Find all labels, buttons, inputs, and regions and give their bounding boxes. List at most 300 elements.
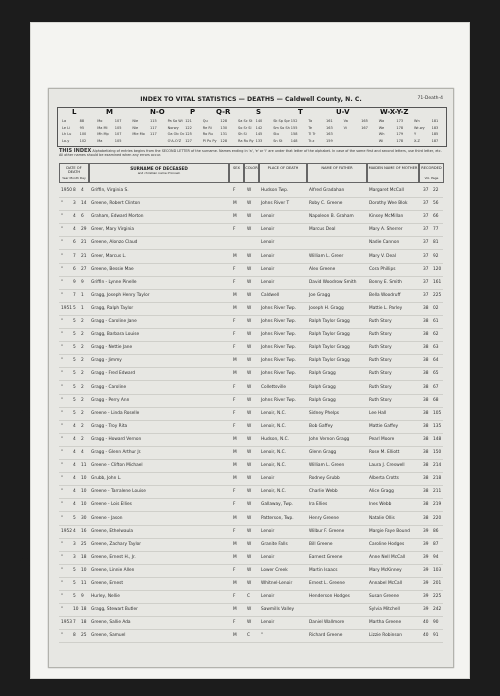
- table-row: [59, 578, 443, 591]
- cell-place: Lenoir: [261, 240, 275, 246]
- cell-place: Lenoir, N.C.: [261, 463, 286, 469]
- cell-page: 62: [433, 332, 439, 338]
- cell-year: ": [61, 201, 63, 207]
- cell-father: Ralph Taylor Gragg: [309, 332, 350, 338]
- table-row: [59, 329, 443, 342]
- cell-day: 2: [81, 332, 84, 338]
- cell-color: W: [247, 201, 252, 207]
- cell-place: Lenoir: [261, 554, 275, 560]
- cell-day: 30: [81, 515, 87, 521]
- cell-father: Earnest Greene: [309, 554, 343, 560]
- cell-day: 25: [81, 541, 87, 547]
- cell-father: Sidney Phelps: [309, 410, 340, 416]
- cell-sex: F: [233, 332, 236, 338]
- cell-month: 5: [73, 594, 76, 600]
- cell-day: 2: [81, 371, 84, 377]
- cell-year: ": [61, 227, 63, 233]
- cell-color: W: [247, 489, 252, 495]
- cell-page: 61: [433, 319, 439, 324]
- cell-name: Greene, Samuel: [91, 633, 126, 639]
- cell-place: Lenoir: [261, 214, 275, 220]
- cell-year: 1951: [61, 305, 72, 311]
- table-row: [59, 251, 443, 264]
- cell-sex: M: [233, 214, 237, 220]
- cell-year: ": [61, 332, 63, 338]
- cell-sex: M: [233, 450, 237, 455]
- cell-year: ": [61, 541, 63, 547]
- cell-vol: 38: [423, 384, 429, 390]
- cell-father: Ernest L. Greene: [309, 581, 345, 586]
- cell-day: 18: [81, 607, 87, 613]
- cell-father: Marcus Deal: [309, 227, 336, 233]
- cell-vol: 37: [423, 292, 429, 298]
- cell-name: Greene - Clifton Michael: [91, 463, 143, 469]
- cell-page: 02: [433, 305, 439, 311]
- cell-month: 4: [73, 436, 76, 442]
- cell-color: W: [247, 345, 252, 351]
- cell-page: 225: [433, 292, 442, 298]
- table-row: [59, 316, 443, 329]
- index-sheet: [48, 88, 454, 668]
- cell-color: W: [247, 371, 252, 377]
- code-row: [58, 139, 446, 146]
- table-row: [59, 617, 443, 630]
- cell-month: 5: [73, 332, 76, 338]
- table-row: [59, 211, 443, 224]
- cell-month: 7: [73, 253, 76, 259]
- cell-year: ": [61, 476, 63, 482]
- cell-name: Gragg - Howard Vernon: [91, 436, 142, 442]
- cell-page: 64: [433, 358, 439, 364]
- cell-father: Napoleon B. Graham: [309, 214, 354, 220]
- table-row: [59, 604, 443, 617]
- code-cell: 102: [79, 138, 87, 143]
- binder-holes: [20, 110, 34, 570]
- cell-father: Ralph Taylor Gragg: [309, 319, 350, 324]
- cell-page: 225: [433, 594, 442, 600]
- alphabet-letter: T: [298, 108, 303, 116]
- cell-month: 10: [73, 607, 79, 613]
- cell-father: Wilbur F. Greene: [309, 528, 345, 534]
- cell-sex: F: [233, 489, 236, 495]
- code-cell: 95: [79, 125, 85, 130]
- cell-place: Hudson Twp.: [261, 188, 289, 193]
- alphabet-letter: W-X-Y-Z: [380, 108, 409, 116]
- cell-color: C: [247, 594, 251, 600]
- table-row: [59, 486, 443, 499]
- cell-month: 7: [73, 292, 76, 298]
- cell-color: W: [247, 476, 252, 482]
- code-cell: Ma Mi: [97, 125, 108, 130]
- cell-day: 2: [81, 397, 84, 403]
- cell-name: Greene, Ethelwaula: [91, 528, 134, 534]
- cell-mother: Natalie Ollis: [369, 515, 395, 521]
- cell-vol: 38: [423, 423, 429, 429]
- cell-mother: Ruth Story: [369, 345, 392, 351]
- cell-page: 120: [433, 266, 442, 272]
- cell-sex: F: [233, 594, 236, 600]
- cell-day: 21: [81, 253, 87, 259]
- cell-place: Lenoir, N.C.: [261, 410, 286, 416]
- cell-year: ": [61, 358, 63, 364]
- cell-father: Alfred Gradahan: [309, 188, 345, 193]
- code-cell: 115: [150, 119, 157, 123]
- cell-color: W: [247, 541, 252, 547]
- code-cell: Mie Mo: [132, 132, 145, 136]
- cell-month: 4: [73, 528, 76, 534]
- cell-father: Ira Ellies: [309, 502, 328, 508]
- cell-year: ": [61, 489, 63, 495]
- table-row: [59, 185, 443, 198]
- cell-page: 214: [433, 463, 442, 469]
- cell-father: Ralph Taylor Gragg: [309, 358, 350, 364]
- cell-mother: Ruth Story: [369, 384, 392, 390]
- cell-father: Bob Gaffey: [309, 423, 333, 429]
- cell-vol: 38: [423, 476, 429, 482]
- cell-father: John Vernon Gragg: [309, 436, 350, 442]
- cell-vol: 39: [423, 607, 429, 613]
- cell-father: Ralph Gragg: [309, 384, 336, 390]
- cell-vol: 39: [423, 541, 429, 547]
- cell-place: Gallaway, Twp.: [261, 502, 293, 508]
- cell-day: 4: [81, 450, 84, 455]
- table-row: [59, 434, 443, 447]
- cell-place: Johns River Twp.: [261, 332, 296, 338]
- code-cell: 122: [185, 125, 192, 130]
- code-cell: Mo: [97, 119, 103, 123]
- code-cell: 133: [255, 138, 263, 143]
- table-row: [59, 355, 443, 368]
- cell-name: Gragg - Fred Edward: [91, 371, 136, 377]
- cell-place: Lenoir: [261, 594, 275, 600]
- cell-sex: M: [233, 358, 237, 364]
- table-row: [59, 290, 443, 303]
- cell-day: 9: [81, 279, 84, 285]
- index-note: [59, 149, 444, 157]
- code-cell: Sn St: [273, 138, 283, 143]
- cell-month: 3: [73, 554, 76, 560]
- cell-page: 65: [433, 371, 439, 377]
- cell-month: 5: [73, 358, 76, 364]
- alphabet-letter: P: [190, 108, 196, 116]
- cell-year: ": [61, 436, 63, 442]
- cell-day: 18: [81, 554, 87, 560]
- code-cell: 187: [431, 138, 439, 143]
- cell-mother: Susan Greene: [369, 594, 400, 600]
- table-row: [59, 447, 443, 460]
- cell-father: Rodney Grubb: [309, 476, 340, 482]
- code-cell: 140: [255, 119, 263, 123]
- cell-vol: 37: [423, 201, 429, 207]
- cell-vol: 38: [423, 410, 429, 416]
- cell-day: 18: [81, 620, 87, 626]
- cell-year: ": [61, 240, 63, 246]
- cell-name: Gragg, Joseph Henry Taylor: [91, 292, 150, 298]
- code-cell: La: [62, 119, 67, 123]
- cell-name: Greene - Linda Roselle: [91, 410, 140, 416]
- cell-name: Gragg, Stewart Butler: [91, 607, 138, 613]
- cell-mother: Margie Faye Bound: [369, 528, 410, 534]
- cell-month: 4: [73, 489, 76, 495]
- cell-year: ": [61, 253, 63, 259]
- code-cell: Ta: [308, 119, 313, 123]
- cell-sex: F: [233, 410, 236, 416]
- table-row: [59, 395, 443, 408]
- cell-day: 2: [81, 410, 84, 416]
- cell-vol: 37: [423, 279, 429, 285]
- cell-color: W: [247, 567, 252, 573]
- cell-year: ": [61, 581, 63, 586]
- cell-sex: F: [233, 397, 236, 403]
- table-row: [59, 499, 443, 512]
- cell-mother: Margaret McCall: [369, 188, 404, 193]
- cell-mother: Ruth Story: [369, 319, 392, 324]
- cell-page: 81: [433, 240, 439, 246]
- cell-place: Johns River Twp.: [261, 319, 296, 324]
- cell-mother: Alberta Crotts: [369, 476, 399, 482]
- cell-color: C: [247, 633, 251, 639]
- cell-place: Collettsville: [261, 384, 287, 390]
- cell-name: Gragg - Troy Rita: [91, 423, 128, 429]
- cell-year: ": [61, 214, 63, 220]
- cell-month: 5: [73, 371, 76, 377]
- cell-vol: 38: [423, 463, 429, 469]
- code-cell: Sk Sp Spr: [273, 119, 290, 123]
- code-cell: 128: [220, 138, 228, 143]
- cell-name: Greene, Linnie Allen: [91, 567, 135, 573]
- header-surname: SURNAME OF DECEASED and christian name if known: [89, 163, 229, 183]
- code-cell: X-Z: [414, 138, 420, 143]
- cell-month: 8: [73, 188, 76, 193]
- cell-color: W: [247, 515, 252, 521]
- cell-day: 2: [81, 345, 84, 351]
- code-cell: Y: [414, 132, 417, 136]
- code-cell: 165: [361, 119, 368, 123]
- cell-name: Greene - Tarralene Louise: [91, 489, 146, 495]
- cell-day: 2: [81, 423, 84, 429]
- cell-place: Johns River Twp.: [261, 397, 296, 403]
- cell-mother: Mary A. Sherrer: [369, 227, 403, 233]
- cell-month: 5: [73, 567, 76, 573]
- cell-name: Greene, Sallie Ada: [91, 620, 131, 626]
- cell-name: Greene, Ernest: [91, 581, 124, 586]
- code-cell: 183: [431, 125, 439, 130]
- cell-year: ": [61, 463, 63, 469]
- cell-page: 211: [433, 489, 442, 495]
- cell-vol: 37: [423, 188, 429, 193]
- cell-month: 4: [73, 476, 76, 482]
- cell-name: Gragg - Caroline Jane: [91, 319, 137, 324]
- cell-place: Lenoir, N.C.: [261, 423, 286, 429]
- cell-father: Ralph Taylor Gragg: [309, 345, 350, 351]
- cell-color: W: [247, 410, 252, 416]
- code-cell: 179: [396, 132, 404, 136]
- cell-mother: Mary McKinney: [369, 567, 402, 573]
- cell-page: 86: [433, 528, 439, 534]
- cell-day: 10: [81, 567, 87, 573]
- code-cell: 173: [396, 119, 404, 123]
- cell-month: 4: [73, 463, 76, 469]
- cell-place: Lenoir: [261, 476, 275, 482]
- cell-vol: 39: [423, 554, 429, 560]
- cell-color: W: [247, 253, 252, 259]
- cell-color: W: [247, 332, 252, 338]
- cell-father: Glenn Gragg: [309, 450, 337, 455]
- cell-year: ": [61, 279, 63, 285]
- cell-day: 1: [81, 292, 84, 298]
- cell-year: ": [61, 292, 63, 298]
- cell-place: Whitnel-Lenoir: [261, 581, 293, 586]
- cell-father: Henderson Hodges: [309, 594, 350, 600]
- cell-page: 56: [433, 201, 439, 207]
- cell-place: Granite Falls: [261, 541, 288, 547]
- cell-month: 5: [73, 397, 76, 403]
- code-cell: Te: [308, 125, 313, 130]
- cell-color: W: [247, 397, 252, 403]
- cell-place: Lenoir: [261, 253, 275, 259]
- code-cell: Vi: [343, 125, 347, 130]
- cell-year: ": [61, 371, 63, 377]
- cell-page: 77: [433, 227, 439, 233]
- cell-mother: Laura J. Creswell: [369, 463, 405, 469]
- code-cell: 155: [290, 125, 298, 130]
- cell-mother: Annabel McCall: [369, 581, 403, 586]
- table-row: [59, 277, 443, 290]
- cell-day: 21: [81, 240, 87, 246]
- code-cell: Wa: [378, 119, 385, 123]
- cell-mother: Nadie Cannon: [369, 240, 400, 246]
- cell-month: 7: [73, 620, 76, 626]
- table-row: [59, 473, 443, 486]
- code-cell: Pl Pu Py: [202, 138, 217, 143]
- cell-mother: Ruth Story: [369, 358, 392, 364]
- cell-place: Lenoir, N.C.: [261, 489, 286, 495]
- cell-month: 5: [73, 384, 76, 390]
- cell-page: 22: [433, 188, 439, 193]
- cell-vol: 38: [423, 515, 429, 521]
- cell-name: Greene, Robert Clinton: [91, 201, 141, 207]
- cell-mother: Lizzie Robinson: [369, 633, 402, 639]
- cell-color: W: [247, 188, 252, 193]
- cell-sex: M: [233, 554, 237, 560]
- cell-color: W: [247, 227, 252, 233]
- cell-name: Gragg, Ralph Taylor: [91, 305, 134, 311]
- cell-mother: Bonny E. Smith: [369, 279, 402, 285]
- code-cell: So Sr Sl: [238, 125, 252, 130]
- cell-color: W: [247, 384, 252, 390]
- cell-place: Johns River T: [261, 201, 290, 207]
- code-cell: 142: [255, 125, 263, 130]
- cell-mother: Ruth Story: [369, 332, 392, 338]
- cell-mother: Pearl Moore: [369, 436, 395, 442]
- code-cell: Lo-y: [62, 138, 70, 143]
- cell-color: W: [247, 502, 252, 508]
- cell-color: W: [247, 528, 252, 534]
- alphabet-letters: [58, 108, 446, 118]
- cell-sex: F: [233, 567, 236, 573]
- cell-page: 103: [433, 567, 442, 573]
- cell-vol: 37: [423, 214, 429, 220]
- code-cell: 159: [326, 138, 333, 143]
- cell-day: 2: [81, 319, 84, 324]
- cell-name: Greene - Lois Ellies: [91, 502, 132, 508]
- cell-place: Lower Creek: [261, 567, 288, 573]
- cell-vol: 38: [423, 319, 429, 324]
- cell-vol: 38: [423, 371, 429, 377]
- cell-sex: M: [233, 541, 237, 547]
- cell-vol: 37: [423, 266, 429, 272]
- cell-name: Greer, Mary Virginia: [91, 227, 135, 233]
- cell-month: 5: [73, 345, 76, 351]
- cell-name: Griffin, Virginia S.: [91, 188, 129, 193]
- cell-mother: Bella Woodruff: [369, 292, 401, 298]
- code-cell: 121: [185, 119, 192, 123]
- cell-vol: 38: [423, 305, 429, 311]
- cell-father: Martin Isaacs: [309, 567, 338, 573]
- table-row: [59, 408, 443, 421]
- cell-page: 66: [433, 214, 439, 220]
- table-row: [59, 368, 443, 381]
- cell-page: 219: [433, 502, 442, 508]
- cell-vol: 38: [423, 489, 429, 495]
- cell-father: Alex Greene: [309, 266, 336, 272]
- cell-page: 218: [433, 476, 442, 482]
- cell-mother: Cora Phillips: [369, 266, 396, 272]
- cell-day: 9: [81, 594, 84, 600]
- cell-sex: F: [233, 266, 236, 272]
- cell-sex: F: [233, 345, 236, 351]
- code-cell: 145: [255, 132, 263, 136]
- note-text: Alphabetizing of entries begins from the SECOND LETTER of the surname. Names ending in 'a', 'e' or 'i' are under that letter of the alphabet. In case of the same first and second letters, use third letter, etc. All other names should be examined when any errors occur.: [59, 149, 442, 158]
- cell-color: W: [247, 450, 252, 455]
- cell-vol: 38: [423, 358, 429, 364]
- cell-day: 16: [81, 528, 87, 534]
- code-cell: Sm So Sh: [273, 125, 290, 130]
- code-cell: Va: [343, 119, 348, 123]
- cell-place: Lenoir: [261, 227, 275, 233]
- cell-mother: Kinsey McMillan: [369, 214, 404, 220]
- cell-father: Henry Greene: [309, 515, 339, 521]
- code-cell: Ro Ru: [202, 132, 213, 136]
- code-cell: 158: [290, 132, 298, 136]
- cell-day: 2: [81, 436, 84, 442]
- cell-father: Roby C. Greene: [309, 201, 343, 207]
- page-code: 71-Death-4: [417, 96, 443, 101]
- code-cell: 131: [220, 132, 228, 136]
- code-cell: Qu: [202, 119, 208, 123]
- code-cell: Lh Lu: [62, 132, 72, 136]
- header-color: COLOR: [244, 163, 259, 183]
- cell-vol: 38: [423, 502, 429, 508]
- cell-sex: F: [233, 384, 236, 390]
- cell-sex: M: [233, 436, 237, 442]
- cell-page: 105: [433, 410, 442, 416]
- cell-page: 201: [433, 581, 442, 586]
- code-cell: Sh Si: [238, 132, 247, 136]
- cell-year: ": [61, 266, 63, 272]
- cell-mother: Anne Nell McCall: [369, 554, 406, 560]
- cell-father: Ralph Gragg: [309, 397, 336, 403]
- cell-place: Johns River Twp.: [261, 358, 296, 364]
- cell-name: Grubb, John L.: [91, 476, 122, 482]
- cell-page: 150: [433, 450, 442, 455]
- cell-mother: Martha Greene: [369, 620, 402, 626]
- cell-mother: Alice Gragg: [369, 489, 394, 495]
- cell-color: W: [247, 266, 252, 272]
- code-cell: 127: [185, 138, 192, 143]
- cell-name: Greene - Jason: [91, 515, 123, 521]
- page-title: INDEX TO VITAL STATISTICS — DEATHS — Caldwell County, N. C.: [140, 96, 362, 103]
